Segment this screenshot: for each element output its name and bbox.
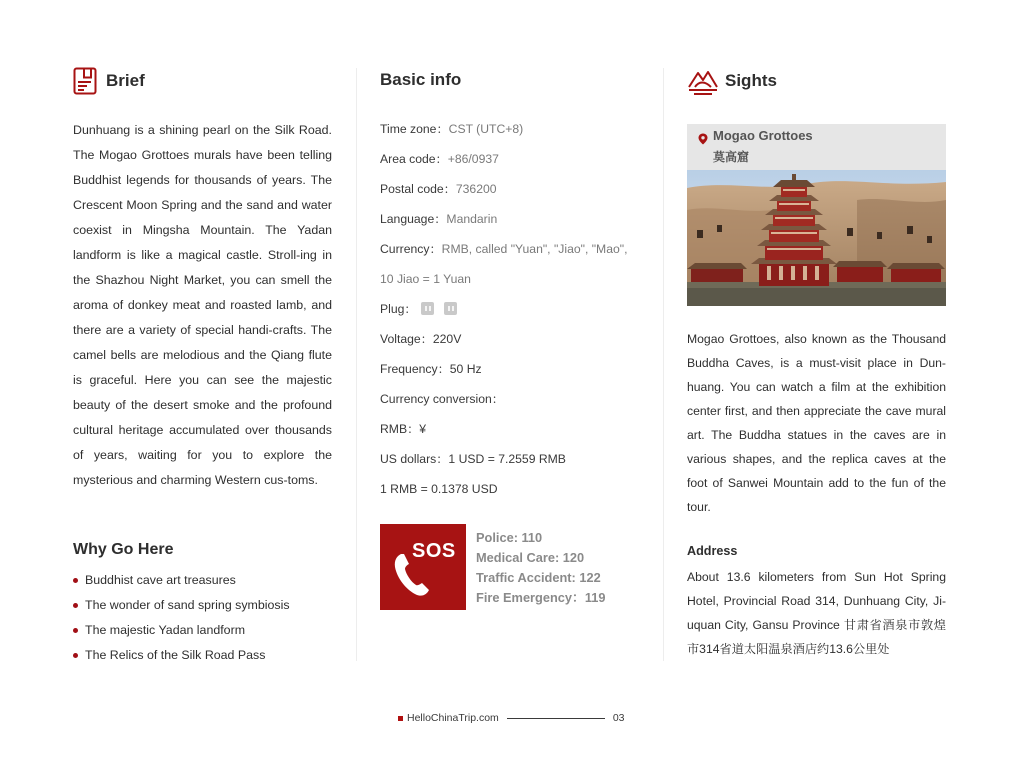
notebook-icon (73, 67, 98, 95)
basic-info-title: Basic info (380, 70, 462, 89)
list-item: The wonder of sand spring symbiosis (73, 593, 290, 618)
sos-label: SOS (412, 540, 456, 562)
info-currency: Currency： RMB, called "Yuan", "Jiao", "Mao", (380, 242, 628, 256)
emergency-medical: Medical Care: 120 (476, 550, 585, 565)
page-footer (398, 712, 625, 724)
emergency-traffic: Traffic Accident: 122 (476, 570, 601, 585)
info-postal-code: Postal code： 736200 (380, 182, 497, 196)
bullet-icon (73, 653, 78, 658)
page-number: 03 (612, 712, 625, 724)
sight-card-header (687, 124, 946, 170)
why-go-here-title: Why Go Here (73, 541, 174, 558)
info-currency-line2: 10 Jiao = 1 Yuan (380, 272, 471, 286)
info-currency-conversion: Currency conversion： (380, 392, 504, 406)
location-pin-icon (698, 132, 708, 150)
square-bullet-icon (398, 716, 403, 721)
address-text: About 13.6 kilometers from Sun Hot Spring Hotel, Provincial Road 314, Dunhuang City, Ji-uquan City, Gansu Province 甘肃省酒泉市敦煌市314省道太阳温泉酒店约13.6公里处 (687, 570, 946, 656)
plug-type-c-icon (444, 302, 457, 315)
list-item: The majestic Yadan landform (73, 618, 290, 643)
info-frequency: Frequency： 50 Hz (380, 362, 482, 376)
list-item: The Relics of the Silk Road Pass (73, 643, 290, 668)
bullet-icon (73, 603, 78, 608)
emergency-fire: Fire Emergency：119 (476, 590, 606, 605)
address-title: Address (687, 544, 738, 558)
sight-description: Mogao Grottoes, also known as the Thousand Buddha Caves, is a must-visit place in Dun-huang. You can watch a film at the exhibition center first, and then appreciate the cave mural art. The Buddha statues in the caves are in various shapes, and the replica caves at the foot of Sanwei Mountain add to the fun of the tour. (687, 332, 946, 514)
brief-title: Brief (106, 71, 145, 90)
info-language: Language： Mandarin (380, 212, 498, 226)
basic-info-list (380, 118, 627, 508)
bullet-icon (73, 578, 78, 583)
sights-title: Sights (725, 71, 777, 90)
footer-rule (507, 718, 605, 719)
info-plug: Plug： (380, 298, 627, 328)
sos-badge (380, 524, 466, 610)
sight-name: Mogao Grottoes (713, 128, 813, 143)
bullet-icon (73, 628, 78, 633)
info-usd: US dollars： 1 USD = 7.2559 RMB (380, 452, 566, 466)
mogao-grottoes-photo (687, 170, 946, 306)
brief-header (73, 67, 145, 95)
why-go-here-list (73, 568, 290, 668)
sights-header (687, 67, 777, 95)
plug-type-a-icon (421, 302, 434, 315)
info-voltage: Voltage： 220V (380, 332, 462, 346)
sight-name-chinese: 莫高窟 (713, 150, 750, 164)
emergency-police: Police: 110 (476, 530, 543, 545)
basic-info-header (380, 70, 461, 90)
info-rmb: RMB： ¥ (380, 422, 427, 436)
info-area-code: Area code： +86/0937 (380, 152, 499, 166)
info-time-zone: Time zone： CST (UTC+8) (380, 122, 524, 136)
footer-site: HelloChinaTrip.com (407, 712, 499, 724)
mountain-icon (687, 67, 719, 95)
column-divider-right (663, 68, 664, 661)
list-item: Buddhist cave art treasures (73, 568, 290, 593)
info-rmb-usd: 1 RMB = 0.1378 USD (380, 482, 498, 496)
column-divider-left (356, 68, 357, 661)
brief-paragraph: Dunhuang is a shining pearl on the Silk Road. The Mogao Grottoes murals have been telling Buddhist legends for thousands of years. The Crescent Moon Spring and the sand and water coexist in Mingsha Mountain. The Yadan landform is like a magical castle. Stroll-ing in the Shazhou Night Market, you can smell the aroma of donkey meat and roasted lamb, and there are a variety of special handi-crafts. The camel bells are melodious and the Qiang flute is graceful. Here you can see the majestic beauty of the desert smoke and the profound cultural heritage accumulated over thousands of years, waiting for you to explore the mysterious and charming Western cus-toms. (73, 123, 332, 487)
emergency-numbers (476, 528, 605, 608)
